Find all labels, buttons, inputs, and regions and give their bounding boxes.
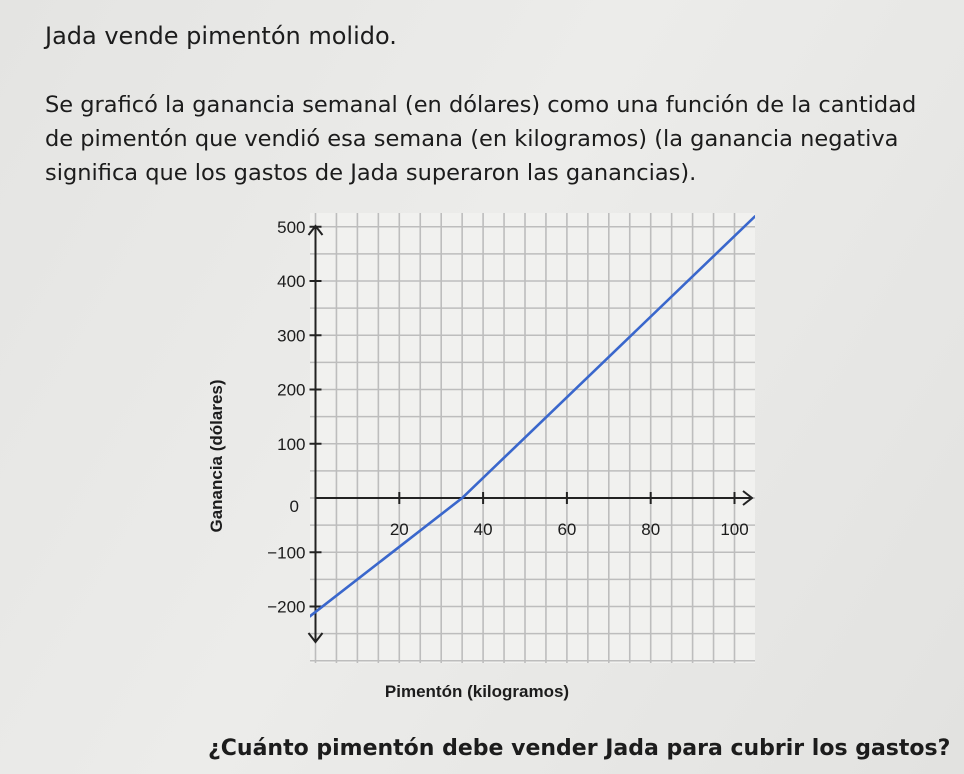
x-tick-label: 100 xyxy=(720,520,749,539)
y-tick-label: 200 xyxy=(277,380,306,400)
question-text: ¿Cuánto pimentón debe vender Jada para cubrir los gastos? xyxy=(208,736,951,761)
y-tick-label: −200 xyxy=(267,597,306,617)
problem-title: Jada vende pimentón molido. xyxy=(45,22,397,50)
x-tick-label: 80 xyxy=(641,520,661,539)
y-tick-label: 300 xyxy=(277,326,306,346)
problem-description: Se graficó la ganancia semanal (en dólares) como una función de la cantidad de pimentón que vendió esa semana (en kilogramos) (la ganancia negativa significa que los gastos de Jada superaron las ganancias). xyxy=(45,92,917,186)
y-tick-label: 100 xyxy=(277,434,306,454)
y-axis-label: Ganancia (dólares) xyxy=(207,379,226,533)
y-tick-label: 400 xyxy=(277,272,306,291)
x-tick-label: 20 xyxy=(389,520,409,539)
x-tick-label: 40 xyxy=(473,520,493,539)
y-tick-label: −100 xyxy=(267,543,306,563)
x-axis-label: Pimentón (kilogramos) xyxy=(384,682,570,701)
x-tick-label: 60 xyxy=(557,520,577,539)
y-tick-label: 0 xyxy=(289,497,299,516)
y-tick-label: 500 xyxy=(277,217,306,237)
